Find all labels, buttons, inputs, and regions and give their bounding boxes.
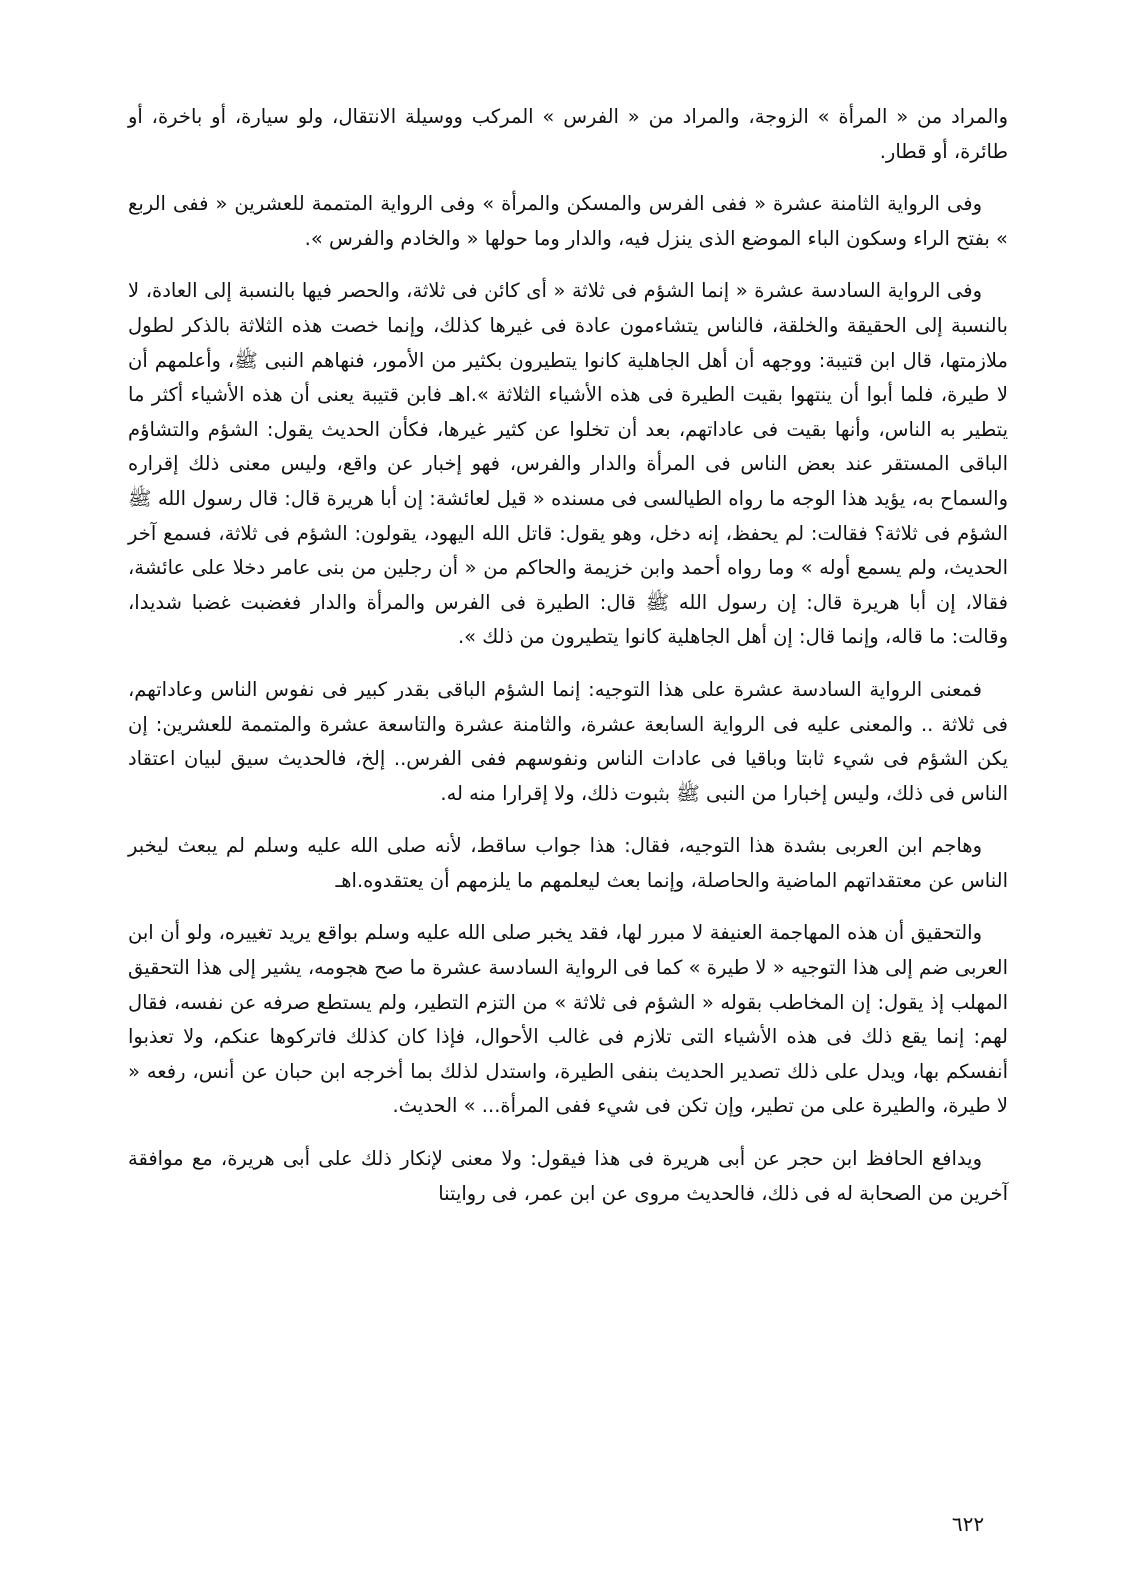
paragraph-4: فمعنى الرواية السادسة عشرة على هذا التوجيه: إنما الشؤم الباقى بقدر كبير فى نفوس الناس وعاداتهم، فى ثلاثة .. والمعنى عليه فى الرواية السابعة عشرة، والثامنة عشرة والتاسعة عشرة والمتممة للعشرين: إن يكن الشؤم فى شيء ثابتا وباقيا فى عادات الناس ونفوسهم ففى الفرس.. إلخ، فالحديث سيق لبيان اعتقاد الناس فى ذلك، وليس إخبارا من النبى ﷺ بثبوت ذلك، ولا إقرارا منه له. (128, 677, 1008, 805)
paragraph-6: والتحقيق أن هذه المهاجمة العنيفة لا مبرر لها، فقد يخبر صلى الله عليه وسلم بواقع يريد تغييره، ولو أن ابن العربى ضم إلى هذا التوجيه « لا طيرة » كما فى الرواية السادسة عشرة ما صح هجومه، يشير إلى هذا التحقيق المهلب إذ يقول: إن المخاطب بقوله « الشؤم فى ثلاثة » من التزم التطير، ولم يستطع صرفه عن نفسه، فقال لهم: إنما يقع ذلك فى هذه الأشياء التى تلازم فى غالب الأحوال، فإذا كان كذلك فاتركوها عنكم، ولا تعذبوا أنفسكم بها، ويدل على ذلك تصدير الحديث بنفى الطيرة، واستدل لذلك بما أخرجه ابن حبان عن أنس، رفعه « لا طيرة، والطيرة على من تطير، وإن تكن فى شيء ففى المرأة... » الحديث. (128, 921, 1008, 1118)
page-number: ٦٢٢ (951, 1512, 985, 1536)
paragraph-2: وفى الرواية الثامنة عشرة « ففى الفرس والمسكن والمرأة » وفى الرواية المتممة للعشرين « ففى الربع » بفتح الراء وسكون الباء الموضع الذى ينزل فيه، والدار وما حولها « والخادم والفرس ». (128, 192, 1008, 250)
page-body (128, 100, 1008, 1229)
paragraph-3: وفى الرواية السادسة عشرة « إنما الشؤم فى ثلاثة « أى كائن فى ثلاثة، والحصر فيها بالنسبة إلى العادة، لا بالنسبة إلى الحقيقة والخلقة، فالناس يتشاءمون عادة فى غيرها كذلك، وإنما خصت هذه الثلاثة بالذكر لطول ملازمتها، قال ابن قتيبة: ووجهه أن أهل الجاهلية كانوا يتطيرون بكثير من الأمور، فنهاهم النبى ﷺ، وأعلمهم أن لا طيرة، فلما أبوا أن ينتهوا بقيت الطيرة فى هذه الأشياء الثلاثة ».اهـ فابن قتيبة يعنى أن هذه الأشياء أكثر ما يتطير به الناس، وأنها بقيت فى عاداتهم، بعد أن تخلوا عن كثير غيرها، فكأن الحديث يقول: الشؤم والتشاؤم الباقى المستقر عند بعض الناس فى المرأة والدار والفرس، فهو إخبار عن واقع، وليس معنى ذلك إقراره والسماح به، يؤيد هذا الوجه ما رواه الطيالسى فى مسنده « قيل لعائشة: إن أبا هريرة قال: قال رسول الله ﷺ الشؤم فى ثلاثة؟ فقالت: لم يحفظ، إنه دخل، وهو يقول: قاتل الله اليهود، يقولون: الشؤم فى ثلاثة، فسمع آخر الحديث، ولم يسمع أوله » وما رواه أحمد وابن خزيمة والحاكم من « أن رجلين من بنى عامر دخلا على عائشة، فقالا، إن أبا هريرة قال: إن رسول الله ﷺ قال: الطيرة فى الفرس والمرأة والدار فغضبت غضبا شديدا، وقالت: ما قاله، وإنما قال: إن أهل الجاهلية كانوا يتطيرون من ذلك ». (128, 279, 1008, 649)
paragraph-7: ويدافع الحافظ ابن حجر عن أبى هريرة فى هذا فيقول: ولا معنى لإنكار ذلك على أبى هريرة، مع موافقة آخرين من الصحابة له فى ذلك، فالحديث مروى عن ابن عمر، فى روايتنا (128, 1147, 1008, 1205)
paragraph-1: والمراد من « المرأة » الزوجة، والمراد من « الفرس » المركب ووسيلة الانتقال، ولو سيارة، أو باخرة، أو طائرة، أو قطار. (128, 105, 1008, 163)
paragraph-5: وهاجم ابن العربى بشدة هذا التوجيه، فقال: هذا جواب ساقط، لأنه صلى الله عليه وسلم لم يبعث ليخبر الناس عن معتقداتهم الماضية والحاصلة، وإنما بعث ليعلمهم ما يلزمهم أن يعتقدوه.اهـ (128, 834, 1008, 892)
